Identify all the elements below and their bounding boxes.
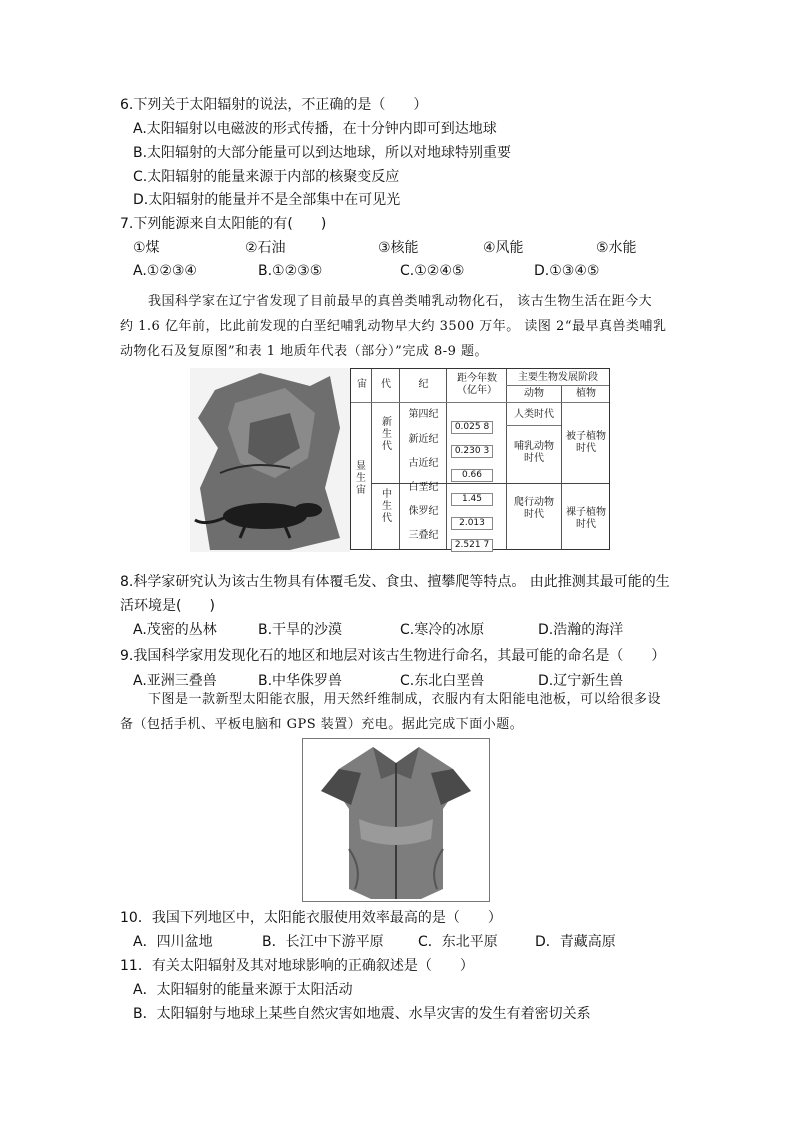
q6-option-d: D.太阳辐射的能量并不是全部集中在可见光 bbox=[133, 192, 401, 208]
header-stage: 主要生物发展阶段 bbox=[518, 372, 598, 383]
q11-option-b: B．太阳辐射与地球上某些自然灾害如地震、水旱灾害的发生有着密切关系 bbox=[133, 1006, 591, 1022]
q8-option-a: A.茂密的丛林 bbox=[133, 622, 217, 638]
header-era: 代 bbox=[381, 379, 391, 390]
fossil-image bbox=[190, 368, 350, 552]
passage1-line2: 约 1.6 亿年前，比此前发现的白垩纪哺乳动物早大约 3500 万年。 读图 2“最早真兽类哺乳 bbox=[120, 319, 667, 334]
geologic-time-table bbox=[350, 368, 610, 550]
period-jurassic: 侏罗纪 bbox=[408, 506, 439, 517]
q11-stem: 11．有关太阳辐射及其对地球影响的正确叙述是（ ） bbox=[120, 958, 474, 974]
q6-option-a: A.太阳辐射以电磁波的形式传播，在十分钟内即可到达地球 bbox=[133, 121, 497, 137]
q8-stem-line1: 8.科学家研究认为该古生物具有体覆毛发、食虫、擅攀爬等特点。 由此推测其最可能的生 bbox=[120, 574, 670, 590]
period-triassic: 三叠纪 bbox=[408, 530, 439, 541]
stage-human: 人类时代 bbox=[514, 409, 554, 420]
age-label: 0.230 3 bbox=[451, 445, 493, 458]
q8-stem-line2: 活环境是( ) bbox=[120, 598, 215, 614]
period-quaternary: 第四纪 bbox=[408, 409, 439, 420]
q10-option-b: B．长江中下游平原 bbox=[262, 934, 384, 950]
header-animal: 动物 bbox=[524, 388, 544, 399]
passage1-line3: 动物化石及复原图”和表 1 地质年代表（部分）”完成 8-9 题。 bbox=[120, 344, 489, 359]
period-cretaceous: 白垩纪 bbox=[408, 482, 439, 493]
age-label: 2.521 7 bbox=[451, 539, 493, 552]
age-label: 2.013 bbox=[451, 517, 493, 530]
era-cenozoic: 新生代 bbox=[382, 417, 392, 452]
eon-name: 显生宙 bbox=[356, 461, 366, 496]
q7-item-5: ⑤水能 bbox=[596, 240, 637, 256]
q10-stem: 10．我国下列地区中，太阳能衣服使用效率最高的是（ ） bbox=[120, 910, 502, 926]
q8-option-d: D.浩瀚的海洋 bbox=[538, 622, 624, 638]
header-age: 距今年数（亿年） bbox=[457, 373, 497, 396]
stage-reptile: 爬行动物时代 bbox=[514, 497, 554, 520]
q7-option-d: D.①③④⑤ bbox=[534, 263, 600, 279]
q7-item-2: ②石油 bbox=[245, 240, 286, 256]
passage1-line1: 我国科学家在辽宁省发现了目前最早的真兽类哺乳动物化石， 该古生物生活在距今大 bbox=[148, 294, 653, 309]
q9-option-a: A.亚洲三叠兽 bbox=[133, 673, 217, 689]
q6-option-c: C.太阳辐射的能量来源于内部的核聚变反应 bbox=[133, 169, 400, 185]
q8-option-c: C.寒冷的冰原 bbox=[400, 622, 485, 638]
header-plant: 植物 bbox=[576, 388, 596, 399]
passage2-line1: 下图是一款新型太阳能衣服，用天然纤维制成，衣服内有太阳能电池板，可以给很多设 bbox=[148, 692, 662, 707]
q10-option-d: D．青藏高原 bbox=[535, 934, 616, 950]
q7-option-c: C.①②④⑤ bbox=[400, 263, 465, 279]
period-paleogene: 古近纪 bbox=[408, 458, 439, 469]
q11-option-a: A．太阳辐射的能量来源于太阳活动 bbox=[133, 982, 353, 998]
q6-option-b: B.太阳辐射的大部分能量可以到达地球，所以对地球特别重要 bbox=[133, 145, 512, 161]
stage-angiosperm: 被子植物时代 bbox=[566, 431, 606, 454]
age-label: 1.45 bbox=[451, 493, 493, 506]
period-neogene: 新近纪 bbox=[408, 434, 439, 445]
q8-option-b: B.干旱的沙漠 bbox=[258, 622, 343, 638]
q7-item-3: ③核能 bbox=[378, 240, 419, 256]
header-period: 纪 bbox=[418, 379, 429, 390]
q7-option-b: B.①②③⑤ bbox=[258, 263, 323, 279]
q6-stem: 6.下列关于太阳辐射的说法，不正确的是（ ） bbox=[120, 97, 428, 113]
q7-item-4: ④风能 bbox=[483, 240, 524, 256]
q7-item-1: ①煤 bbox=[133, 240, 160, 256]
solar-clothing-image bbox=[302, 738, 490, 902]
stage-mammal: 哺乳动物时代 bbox=[514, 441, 554, 464]
q7-stem: 7.下列能源来自太阳能的有( ) bbox=[120, 216, 327, 232]
q9-option-b: B.中华侏罗兽 bbox=[258, 673, 343, 689]
age-label: 0.66 bbox=[451, 469, 493, 482]
q10-option-a: A．四川盆地 bbox=[133, 934, 213, 950]
q9-stem: 9.我国科学家用发现化石的地区和地层对该古生物进行命名，其最可能的命名是（ ） bbox=[120, 648, 666, 664]
stage-gymnosperm: 裸子植物时代 bbox=[566, 507, 606, 530]
q9-option-c: C.东北白垩兽 bbox=[400, 673, 485, 689]
header-eon: 宙 bbox=[357, 379, 367, 390]
q7-option-a: A.①②③④ bbox=[133, 263, 197, 279]
passage2-line2: 备（包括手机、平板电脑和 GPS 装置）充电。据此完成下面小题。 bbox=[120, 717, 524, 732]
q10-option-c: C．东北平原 bbox=[418, 934, 498, 950]
q9-option-d: D.辽宁新生兽 bbox=[538, 673, 624, 689]
age-label: 0.025 8 bbox=[451, 421, 493, 434]
era-mesozoic: 中生代 bbox=[382, 489, 392, 524]
